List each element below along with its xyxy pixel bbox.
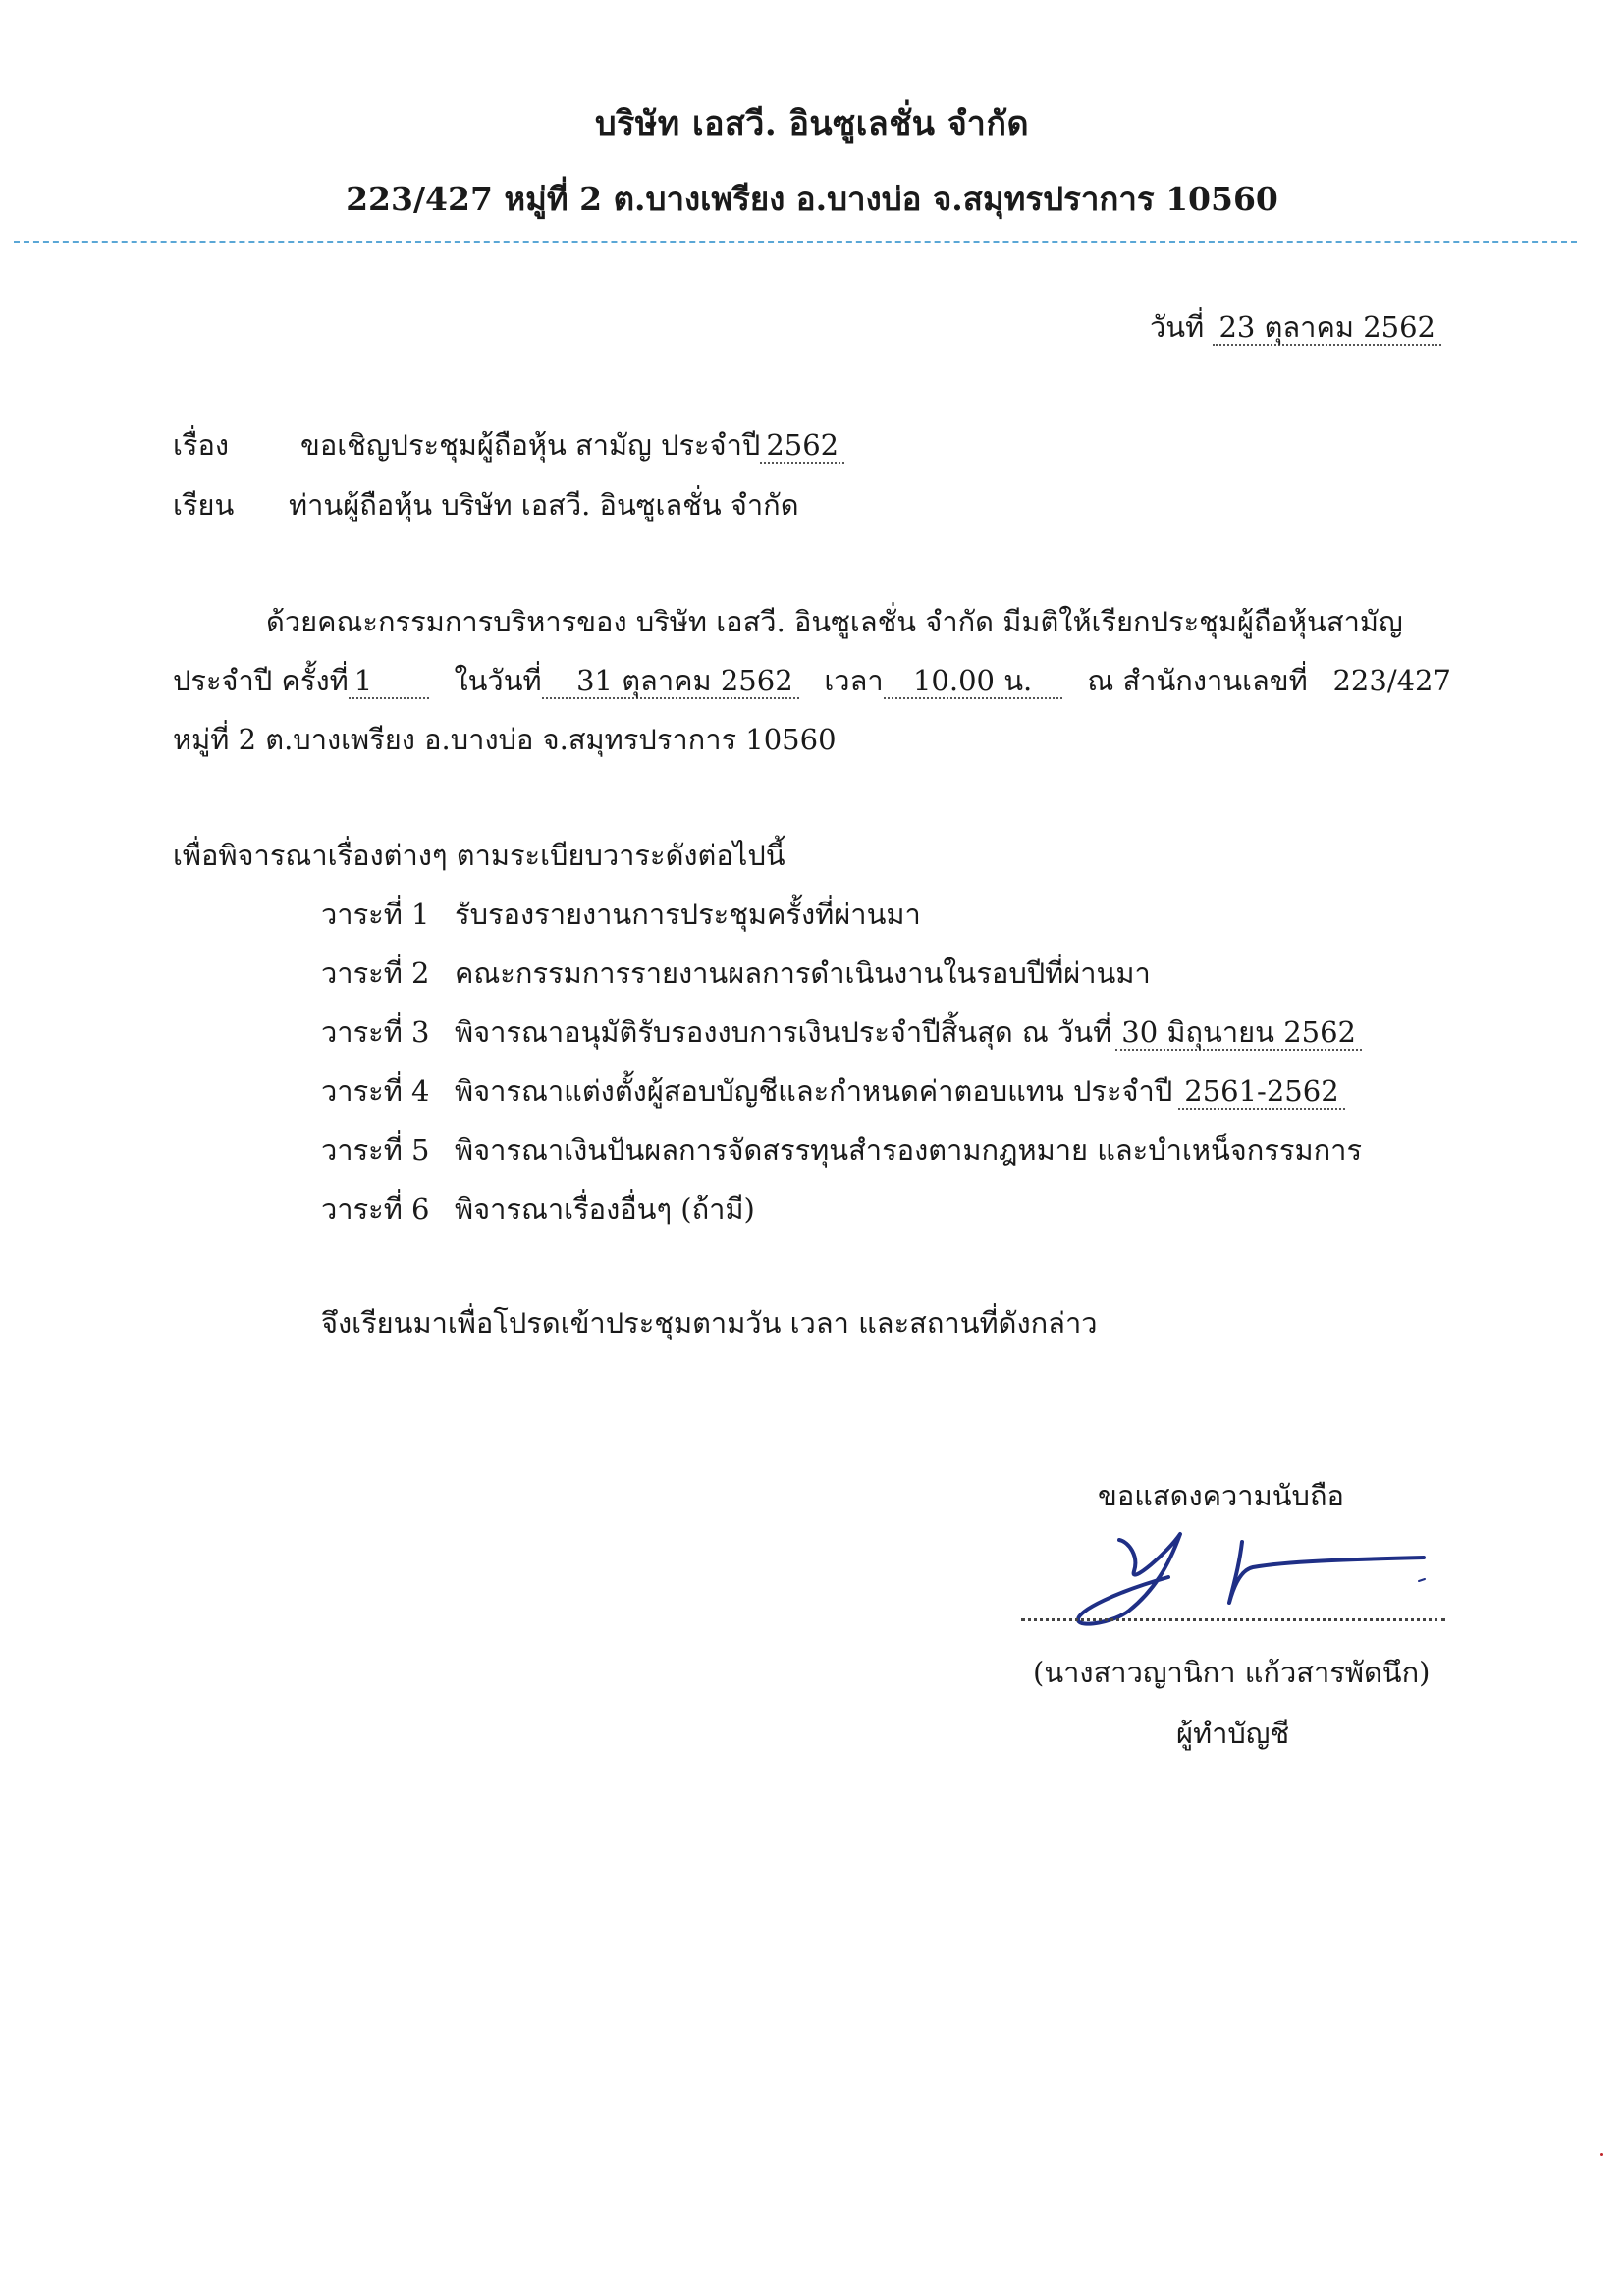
- agenda-intro: เพื่อพิจารณาเรื่องต่างๆ ตามระเบียบวาระดังต่อไปนี้: [173, 839, 785, 872]
- company-name: บริษัท เอสวี. อินซูเลชั่น จำกัด: [594, 104, 1030, 143]
- body-line-3: หมู่ที่ 2 ต.บางเพรียง อ.บางบ่อ จ.สมุทรปราการ 10560: [173, 723, 837, 756]
- agenda-item-2: [321, 951, 1151, 996]
- agenda-text: พิจารณาแต่งตั้งผู้สอบบัญชีและกำหนดค่าตอบแทน ประจำปี: [455, 1074, 1173, 1108]
- agenda-item-1: [321, 892, 921, 937]
- date-day: 23: [1218, 310, 1256, 344]
- date-value: [1213, 312, 1441, 346]
- agenda-number: วาระที่ 2: [321, 957, 430, 990]
- agenda-number: วาระที่ 6: [321, 1192, 430, 1226]
- agenda-number: วาระที่ 5: [321, 1133, 430, 1167]
- agenda-item-5: [321, 1127, 1362, 1173]
- meeting-date: 31 ตุลาคม 2562: [542, 666, 799, 699]
- document-date: [1150, 304, 1441, 350]
- agenda-text: คณะกรรมการรายงานผลการดำเนินงานในรอบปีที่ผ่านมา: [455, 957, 1151, 990]
- agenda-item-3: [321, 1010, 1362, 1055]
- body-line-2: [173, 658, 1451, 703]
- body-line2-part1: ประจำปี ครั้งที่: [173, 664, 349, 697]
- closing-text: จึงเรียนมาเพื่อโปรดเข้าประชุมตามวัน เวลา และสถานที่ดังกล่าว: [321, 1306, 1098, 1339]
- body-line2-part3: เวลา: [824, 664, 884, 697]
- office-number: 223/427: [1332, 664, 1451, 697]
- date-year: 2562: [1363, 310, 1435, 344]
- agenda-text: พิจารณาเงินปันผลการจัดสรรทุนสำรองตามกฎหมาย และบำเหน็จกรรมการ: [455, 1133, 1363, 1167]
- body-line2-part2: ในวันที่: [454, 664, 542, 697]
- regards-text: ขอแสดงความนับถือ: [1098, 1479, 1344, 1512]
- signer-position: ผู้ทำบัญชี: [1176, 1717, 1290, 1750]
- scan-artifact: [1600, 2153, 1603, 2156]
- date-month: ตุลาคม: [1264, 310, 1354, 344]
- subject-text: [300, 422, 844, 467]
- recipient-text: ท่านผู้ถือหุ้น บริษัท เอสวี. อินซูเลชั่น จำกัด: [289, 488, 799, 521]
- date-label: วันที่: [1149, 310, 1205, 344]
- body-line2-part4: ณ สำนักงานเลขที่: [1087, 664, 1308, 697]
- agenda-item-4: [321, 1068, 1345, 1114]
- agenda-number: วาระที่ 1: [321, 898, 430, 931]
- meeting-number: 1: [349, 666, 429, 699]
- meeting-time: 10.00 น.: [884, 666, 1062, 699]
- agenda-number: วาระที่ 3: [321, 1015, 430, 1049]
- agenda-text: พิจารณาเรื่องอื่นๆ (ถ้ามี): [455, 1192, 755, 1226]
- agenda-text: พิจารณาอนุมัติรับรองงบการเงินประจำปีสิ้นสุด ณ วันที่: [455, 1015, 1112, 1049]
- company-address: 223/427 หมู่ที่ 2 ต.บางเพรียง อ.บางบ่อ จ.สมุทรปราการ 10560: [346, 180, 1278, 218]
- subject-label: เรื่อง: [173, 428, 230, 462]
- handwritten-signature: [1060, 1512, 1453, 1630]
- agenda-number: วาระที่ 4: [321, 1074, 430, 1108]
- header-divider: [14, 241, 1577, 243]
- body-line-1: ด้วยคณะกรรมการบริหารของ บริษัท เอสวี. อินซูเลชั่น จำกัด มีมติให้เรียกประชุมผู้ถือหุ้นสามัญ: [266, 605, 1403, 638]
- subject-main: ขอเชิญประชุมผู้ถือหุ้น สามัญ ประจำปี: [300, 428, 761, 462]
- agenda-fill: 2561-2562: [1178, 1076, 1344, 1110]
- signer-name: (นางสาวญานิกา แก้วสารพัดนึก): [1033, 1656, 1431, 1689]
- subject-year: 2562: [760, 430, 844, 464]
- recipient-label: เรียน: [173, 488, 235, 521]
- agenda-item-6: [321, 1186, 755, 1231]
- agenda-text: รับรองรายงานการประชุมครั้งที่ผ่านมา: [455, 898, 921, 931]
- signature-line: [1021, 1618, 1445, 1621]
- agenda-fill: 30 มิถุนายน 2562: [1115, 1017, 1362, 1051]
